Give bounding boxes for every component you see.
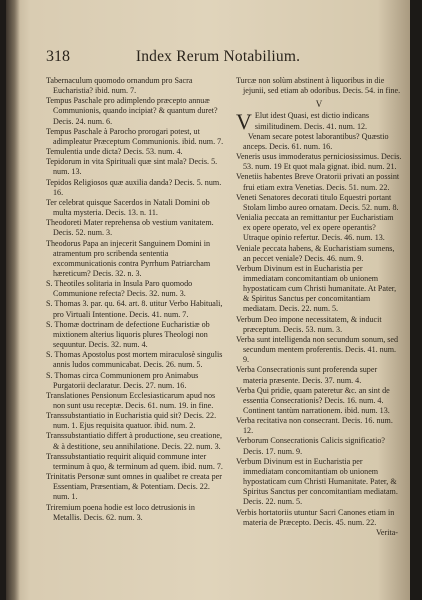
index-entry: Tabernaculum quomodo ornandum pro Sacra Eucharistia? ibid. num. 7. <box>46 76 193 96</box>
index-entry <box>236 508 402 528</box>
index-entry <box>236 109 402 135</box>
page-header <box>46 48 390 72</box>
index-entry <box>236 244 402 264</box>
index-entry <box>236 386 402 416</box>
index-entry-text: Verba Consecrationis sunt proferenda super materia præsente. Decis. 37. num. 4. <box>236 365 378 385</box>
index-entry: Transsubstantiatio in Eucharistia quid sit? Decis. 22. num. 1. Ejus requisita quatuor. ibid. num. 2. <box>46 411 217 431</box>
index-entry <box>236 436 402 456</box>
index-entry: Turcæ non solùm abstinent à liquoribus in die jejunii, sed etiam ab odoribus. Decis. 54. in fine. <box>236 76 401 96</box>
index-entry: Tempus Paschale pro adimplendo præcepto annuæ Communionis, quando incipiat? & quantum duret? Decis. 24. num. 6. <box>46 96 218 126</box>
index-entry-text: Verba recitativa non consecrant. Decis. 16. num. 12. <box>236 416 393 436</box>
index-entry: S. Thomas circa Communionem pro Animabus Purgatorii declaratur. Decis. 27. num. 16. <box>46 370 199 390</box>
index-entry: S. Thomas Apostolus post mortem miraculosè singulis annis ludos communicabat. Decis. 26. num. 5. <box>46 350 223 370</box>
index-entry <box>236 213 402 243</box>
index-entry <box>236 152 402 172</box>
index-entry-text: Venialia peccata an remittantur per Eucharistiam ex opere operato, vel ex opere operantis? Utraque opinio refertur. Decis. 46. num. 13. <box>236 213 394 243</box>
index-entry: Tempus Paschale à Parocho prorogari potest, ut adimpleatur Præceptum Communionis. ibid. num. 7. <box>46 126 224 146</box>
running-title: Index Rerum Notabilium. <box>135 48 301 65</box>
index-entry-text: Elut idest Quasi, est dictio indicans similitudinem. Decis. 41. num. 12. <box>254 111 370 131</box>
left-column <box>46 76 224 523</box>
index-entry-text: Venam secare potest laborantibus? Quæstio anceps. Decis. 61. num. 16. <box>243 131 389 151</box>
index-entry: Ter celebrat quisque Sacerdos in Natali Domini ob multa mysteria. Decis. 13. n. 11. <box>46 197 210 218</box>
index-entry: Transsubstantiatio requirit aliquid commune inter terminum à quo, & terminum ad quem. ibid. num. 7. <box>46 451 223 471</box>
index-entry: Translationes Pensionum Ecclesiasticarum apud nos non sunt usu receptæ. Decis. 61. num. 19. in fine. <box>46 390 216 410</box>
index-entry <box>236 132 402 152</box>
drop-cap: V <box>236 109 252 135</box>
index-entry-text: Verborum Consecrationis Calicis significatio? Decis. 17. num. 9. <box>236 436 386 456</box>
index-entry-text: Verbum Divinum est in Eucharistia per immediatam concomitantiam ob unionem hypostaticam cum Christi humanitate. At Pater, & Spiritus Sanctus per concomitantiam mediatam. Decis. 22. num. 5. <box>236 263 397 314</box>
index-entry-text: Venetiis habentes Breve Oratorii privati an possint frui etiam extra Venetias. Decis. 51. num. 22. <box>236 172 400 192</box>
index-entry-text: Verba sunt intelligenda non secundum sonum, sed secundum mentem proferentis. Decis. 41. num. 9. <box>236 334 399 365</box>
book-page <box>6 0 410 600</box>
book-binding-shadow <box>6 0 20 600</box>
index-entry: S. Thomas 3. par. qu. 64. art. 8. utitur Verbo Habituali, pro Virtuali Intentione. Decis. 41. num. 7. <box>46 299 223 319</box>
right-column <box>236 76 402 538</box>
index-entry: Triremium poena hodie est loco detrusionis in Metallis. Decis. 62. num. 3. <box>46 502 195 522</box>
index-entry <box>236 335 402 365</box>
index-entry-text: Verbum Divinum est in Eucharistia per immediatam concomitantiam ob unionem hypostaticam cum Christi Humanitate. Pater, & Spiritus Sanctus per concomitantiam mediatam. Decis. 22. num. 5. <box>236 456 398 507</box>
index-entry <box>236 172 402 192</box>
index-entry: Theodorus Papa an injecerit Sanguinem Domini in atramentum pro scribenda sententia excommunicationis contra Pyrrhum Patriarcham hæreticum? Decis. 32. n. 3. <box>46 238 211 278</box>
index-entry-text: Veneris usus immoderatus perniciosissimus. Decis. 53. num. 19 Et quot mala gignat. ibid. num. 21. <box>236 152 402 172</box>
index-entry-text: Veneti Senatores decorati titulo Equestri portant Stolam limbo aureo ornatam. Decis. 52. num. 8. <box>236 192 399 212</box>
index-entry <box>236 193 402 213</box>
index-entry: Trinitatis Personæ sunt omnes in qualibet re creata per Essentiam, Præsentiam, & Potentiam. Decis. 22. num. 1. <box>46 472 222 502</box>
index-entry <box>236 416 402 436</box>
section-letter: V <box>315 99 323 110</box>
index-entry: Tepidos Religiosos quæ auxilia danda? Decis. 5. num. 16. <box>46 177 222 197</box>
index-entry-text: Verbum Deo impone necessitatem, & inducit præceptum. Decis. 53. num. 3. <box>236 314 382 334</box>
index-entry: Tepidorum in vita Spirituali quæ sint mala? Decis. 5. num. 13. <box>46 157 218 177</box>
index-entry <box>236 365 402 385</box>
index-entry: Transsubstantiatio differt à productione, seu creatione, & à destitione, seu annihilatione. Decis. 22. num. 3. <box>46 431 222 451</box>
index-entry-text: Verbis hortatoriis utuntur Sacri Canones etiam in materia de Præcepto. Decis. 45. num. 22. <box>236 507 395 527</box>
catchword: Verita- <box>375 527 398 537</box>
index-entry: S. Thomæ doctrinam de defectione Eucharistiæ ob mixtionem alterius liquoris plures Theologi non sequuntur. Decis. 32. num. 4. <box>46 319 210 350</box>
index-entry-text: Veniale peccata habens, & Eucharistiam sumens, an peccet veniale? Decis. 46. num. 9. <box>236 243 395 263</box>
index-entry <box>236 264 402 315</box>
index-entry <box>236 315 402 335</box>
index-entry: Temulentia unde dicta? Decis. 53. num. 4. <box>46 147 183 157</box>
index-entry-text: Verba Qui pridie, quam pateretur &c. an sint de essentia Consecrationis? Decis. 16. num. 4. Continent tantùm narrationem. ibid. num. 13. <box>236 385 390 415</box>
index-entry <box>236 457 402 508</box>
page-number: 318 <box>46 48 70 65</box>
index-entry: Theodoreti Mater reprehensa ob vestium vanitatem. Decis. 52. num. 3. <box>46 218 214 238</box>
index-entry: S. Theotiles solitaria in Insula Paro quomodo Communione refecta? Decis. 32. num. 3. <box>46 279 193 299</box>
